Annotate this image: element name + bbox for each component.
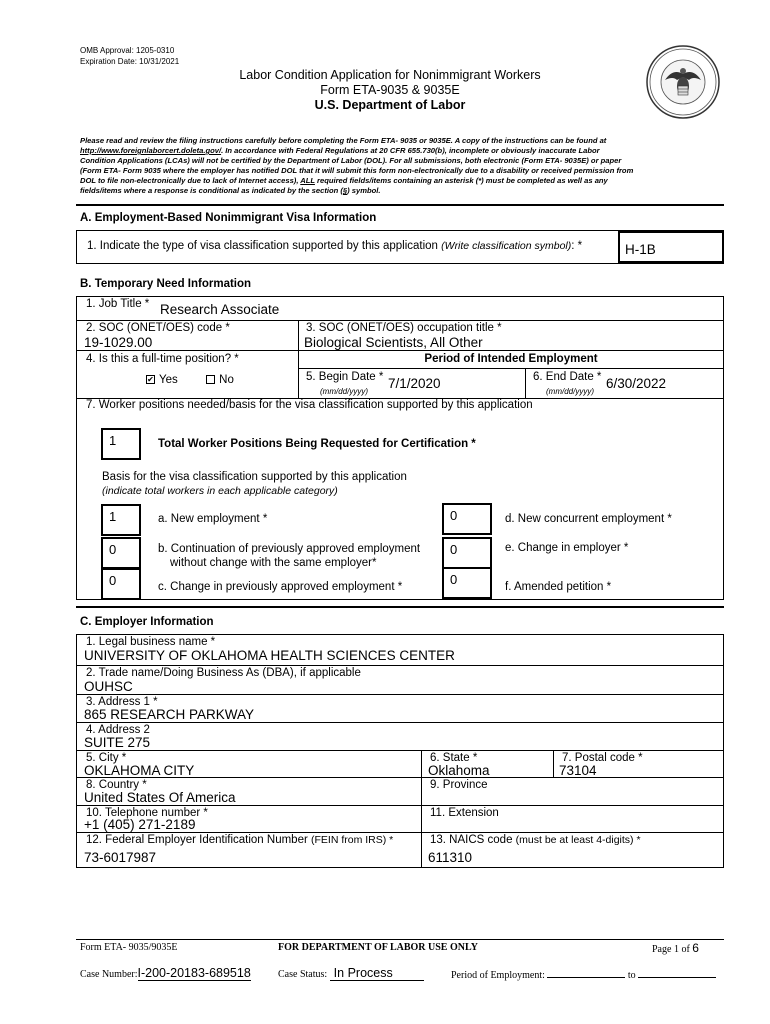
address1-label: 3. Address 1 * — [86, 696, 158, 708]
section-divider — [76, 204, 724, 206]
amended-petition-field[interactable]: 0 — [442, 567, 492, 599]
end-date-value[interactable]: 6/30/2022 — [606, 376, 667, 391]
naics-value[interactable]: 611310 — [428, 850, 473, 865]
end-date-label: 6. End Date * — [533, 371, 602, 383]
col-divider — [553, 750, 554, 777]
footer-dol-use: FOR DEPARTMENT OF LABOR USE ONLY — [278, 942, 478, 953]
footer-divider — [76, 939, 724, 940]
total-workers-label: Total Worker Positions Being Requested for Certification * — [158, 438, 476, 450]
city-value[interactable]: OKLAHOMA CITY — [84, 763, 195, 778]
agency-name: U.S. Department of Labor — [314, 98, 466, 112]
section-b-heading: B. Temporary Need Information — [80, 278, 252, 290]
instructions-line: http://www.foreignlaborcert.doleta.gov/. In accordance with Federal Regulations at 20 CFR 655.730(b), incomplete or obviously inaccurate Labor — [80, 146, 600, 155]
extension-label: 11. Extension — [430, 807, 499, 819]
dba-value[interactable]: OUHSC — [84, 679, 133, 694]
instructions-line: Please read and review the filing instructions carefully before completing the Form ETA- 9035 or 9035E. A copy of the instructions can be found at — [80, 136, 607, 145]
soc-title-label: 3. SOC (ONET/OES) occupation title * — [306, 322, 502, 334]
dol-seal-icon — [645, 44, 721, 120]
fulltime-options — [146, 374, 234, 386]
end-date-hint: (mm/dd/yyyy) — [546, 387, 594, 396]
period-of-employment-row — [451, 968, 716, 981]
period-of-employment-label: Period of Employment: — [451, 970, 545, 981]
instructions-line: Condition Applications (LCAs) will not be certified by the Department of Labor (DOL). For all submissions, both electronic (Form ETA- 9035E) or paper — [80, 156, 622, 165]
telephone-value[interactable]: +1 (405) 271-2189 — [84, 817, 196, 832]
row-divider — [76, 350, 724, 351]
yes-label: Yes — [159, 374, 178, 386]
row-divider — [76, 665, 724, 666]
country-label: 8. Country * — [86, 779, 147, 791]
instructions-line: (Form ETA- Form 9035 where the employer has notified DOL that it will submit this form non-electronically due to a disability or received permission from — [80, 166, 634, 175]
amended-petition-label: f. Amended petition * — [505, 581, 612, 593]
basis-label: Basis for the visa classification supported by this application — [102, 471, 407, 483]
row-divider — [76, 320, 724, 321]
case-status-row — [278, 966, 424, 981]
case-status-label: Case Status: — [278, 969, 328, 980]
country-value[interactable]: United States Of America — [84, 790, 236, 805]
fein-label: 12. Federal Employer Identification Number (FEIN from IRS) * — [86, 834, 394, 846]
case-status-value: In Process — [330, 966, 424, 981]
new-employment-label: a. New employment * — [158, 513, 268, 525]
case-number-label: Case Number: — [80, 969, 138, 980]
change-approved-field[interactable]: 0 — [101, 568, 141, 600]
postal-code-value[interactable]: 73104 — [559, 763, 597, 778]
fein-value[interactable]: 73-6017987 — [84, 850, 157, 865]
period-end-blank — [638, 968, 716, 978]
row-divider — [76, 750, 724, 751]
legal-name-label: 1. Legal business name * — [86, 636, 216, 648]
yes-checkbox[interactable]: ✔ — [147, 375, 154, 385]
no-label: No — [219, 374, 234, 386]
period-to-label: to — [627, 970, 636, 981]
row-divider — [76, 832, 724, 833]
form-title-block — [130, 68, 650, 113]
naics-label: 13. NAICS code (must be at least 4-digits) * — [430, 834, 641, 846]
section-divider — [76, 606, 724, 608]
total-workers-field[interactable]: 1 — [101, 428, 141, 460]
period-start-blank — [547, 968, 625, 978]
continuation-field[interactable]: 0 — [101, 537, 141, 569]
page-number: Page 1 of 6 — [652, 941, 699, 955]
omb-approval: OMB Approval: 1205-0310 — [80, 46, 175, 55]
form-number: Form ETA-9035 & 9035E — [320, 83, 460, 97]
concurrent-employment-field[interactable]: 0 — [442, 503, 492, 535]
case-number-row — [80, 966, 251, 980]
continuation-label: b. Continuation of previously approved employment without change with the same employer* — [158, 543, 421, 569]
form-title: Labor Condition Application for Nonimmigrant Workers — [239, 68, 541, 82]
province-label: 9. Province — [430, 779, 488, 791]
address1-value[interactable]: 865 RESEARCH PARKWAY — [84, 707, 255, 722]
job-title-label: 1. Job Title * — [86, 298, 150, 310]
address2-value[interactable]: SUITE 275 — [84, 735, 151, 750]
instructions-line: fields/items where a response is conditional as indicated by the section (§) symbol. — [80, 186, 381, 195]
row-divider — [298, 368, 724, 369]
begin-date-hint: (mm/dd/yyyy) — [320, 387, 368, 396]
fulltime-label: 4. Is this a full-time position? * — [86, 353, 239, 365]
soc-title-value[interactable]: Biological Scientists, All Other — [304, 335, 483, 350]
city-label: 5. City * — [86, 752, 127, 764]
section-c-heading: C. Employer Information — [80, 616, 214, 628]
visa-classification-label: 1. Indicate the type of visa classification supported by this application (Write classification symbol): * — [87, 240, 583, 252]
instructions-line: DOL to file non-electronically due to lack of Internet access), ALL required fields/items containing an asterisk (*) must be completed as well as any — [80, 176, 608, 185]
telephone-label: 10. Telephone number * — [86, 807, 208, 819]
legal-name-value[interactable]: UNIVERSITY OF OKLAHOMA HEALTH SCIENCES CENTER — [84, 648, 455, 663]
begin-date-label: 5. Begin Date * — [306, 371, 384, 383]
case-number-value: I-200-20183-689518 — [137, 966, 251, 980]
soc-code-label: 2. SOC (ONET/OES) code * — [86, 322, 230, 334]
address2-label: 4. Address 2 — [86, 724, 150, 736]
section-a-heading: A. Employment-Based Nonimmigrant Visa Information — [80, 212, 377, 224]
row-divider — [76, 805, 724, 806]
row-divider — [76, 694, 724, 695]
expiration-date: Expiration Date: 10/31/2021 — [80, 57, 180, 66]
dba-label: 2. Trade name/Doing Business As (DBA), if applicable — [86, 667, 361, 679]
instructions-link[interactable]: http://www.foreignlaborcert.doleta.gov/ — [80, 146, 222, 155]
period-heading: Period of Intended Employment — [424, 353, 598, 365]
row-divider — [76, 722, 724, 723]
filing-instructions — [80, 136, 730, 196]
col-divider — [525, 368, 526, 398]
basis-hint: (indicate total workers in each applicable category) — [102, 485, 338, 497]
postal-code-label: 7. Postal code * — [562, 752, 643, 764]
soc-code-value[interactable]: 19-1029.00 — [84, 335, 153, 350]
visa-classification-field[interactable]: H-1B — [618, 231, 724, 263]
new-employment-field[interactable]: 1 — [101, 504, 141, 536]
footer-form-number: Form ETA- 9035/9035E — [80, 942, 178, 953]
worker-positions-label: 7. Worker positions needed/basis for the visa classification supported by this application — [86, 399, 533, 411]
change-approved-label: c. Change in previously approved employment * — [158, 581, 403, 593]
change-employer-label: e. Change in employer * — [505, 542, 629, 554]
begin-date-value[interactable]: 7/1/2020 — [388, 376, 441, 391]
concurrent-employment-label: d. New concurrent employment * — [505, 513, 672, 525]
state-value[interactable]: Oklahoma — [428, 763, 490, 778]
change-employer-field[interactable]: 0 — [442, 537, 492, 569]
job-title-value[interactable]: Research Associate — [160, 302, 280, 317]
no-checkbox[interactable] — [206, 375, 215, 384]
col-divider — [421, 750, 422, 868]
state-label: 6. State * — [430, 752, 478, 764]
